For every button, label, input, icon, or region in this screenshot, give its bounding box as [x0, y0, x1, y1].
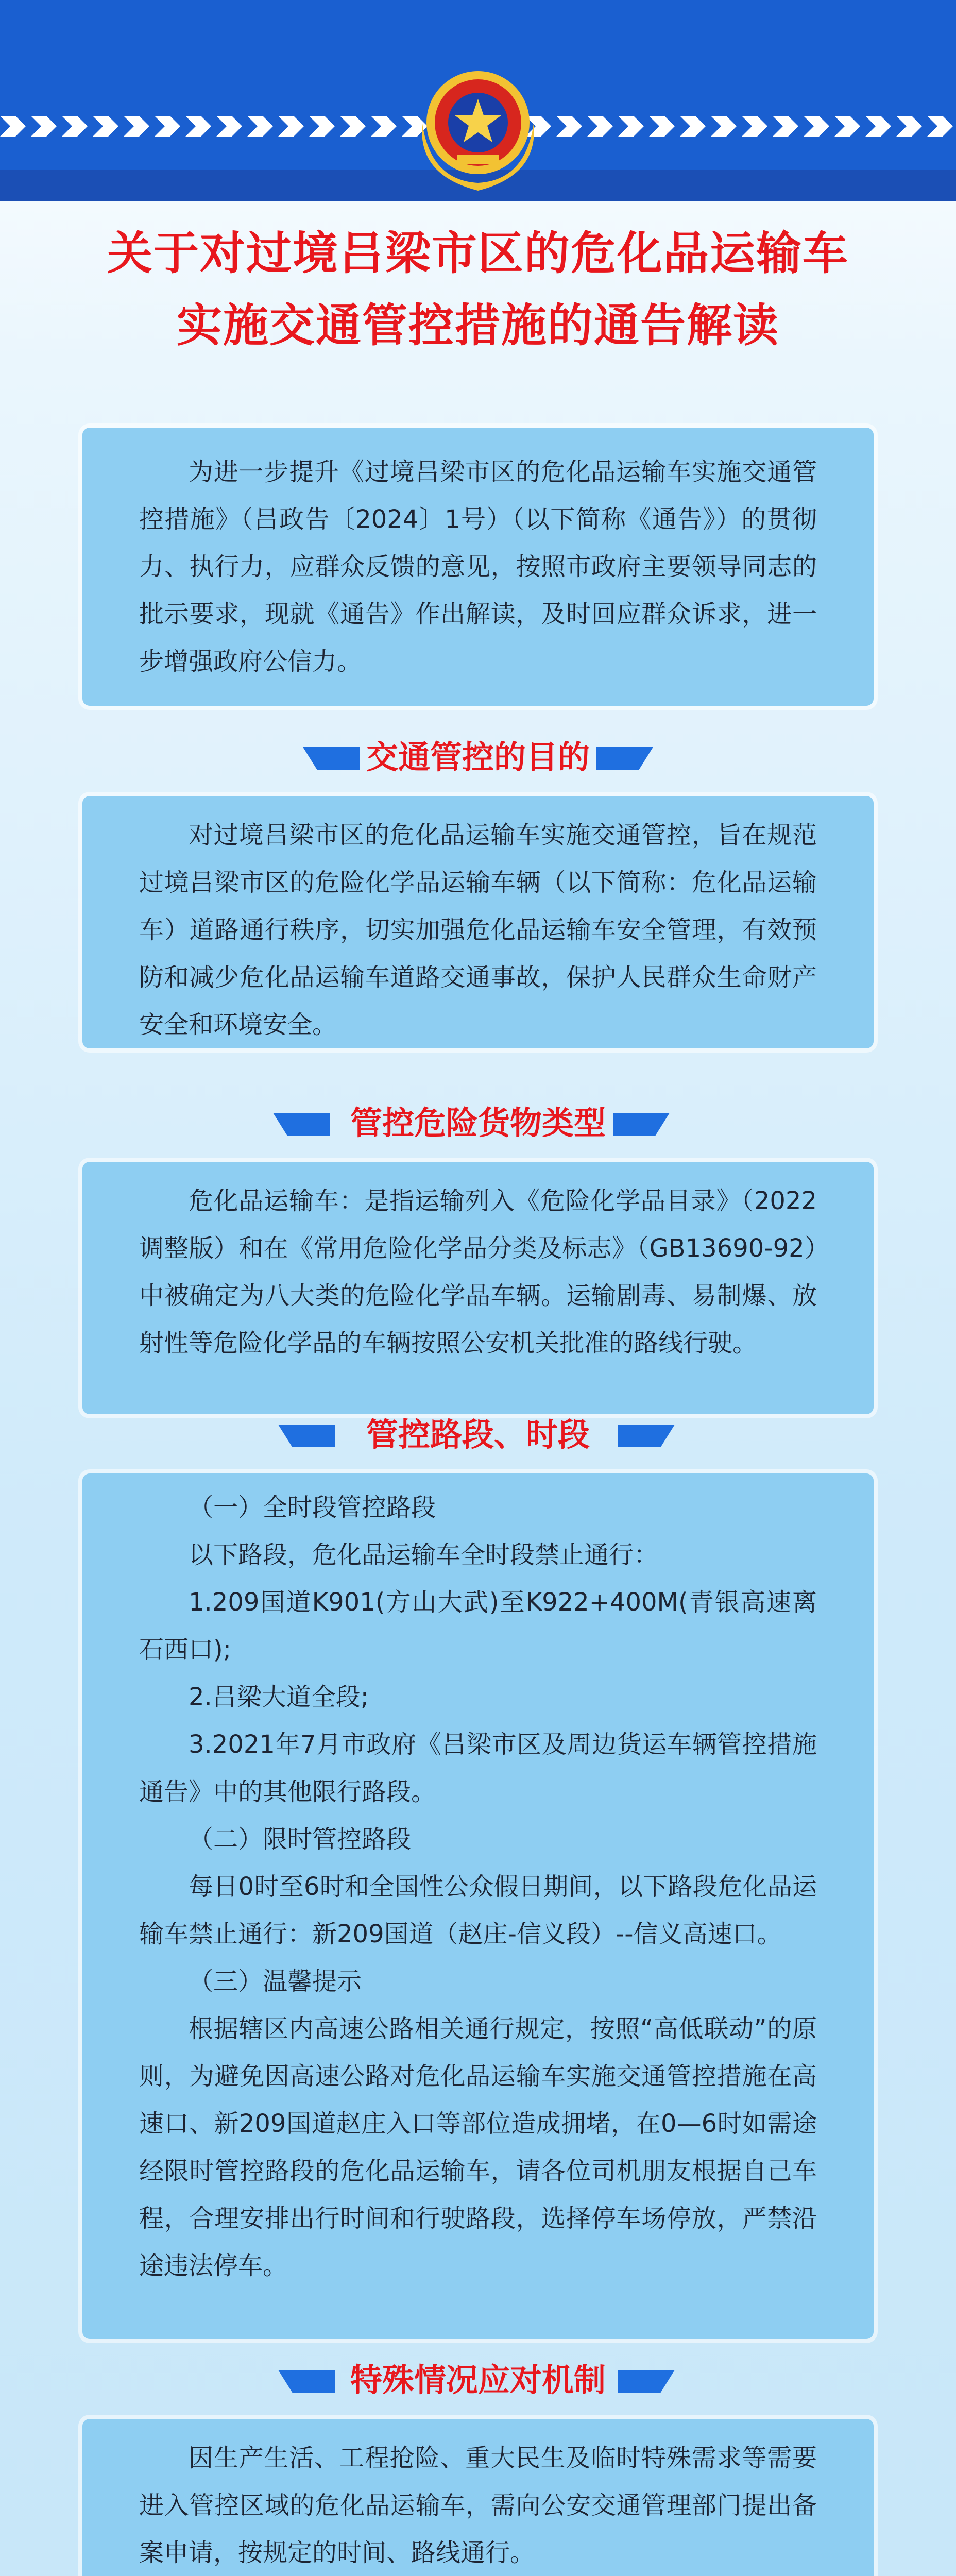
section-2-heading: 管控危险货物类型	[0, 1097, 956, 1149]
police-emblem-icon	[407, 62, 549, 196]
section-1-heading: 交通管控的目的	[0, 732, 956, 783]
header-banner	[0, 0, 956, 201]
tips-text: 根据辖区内高速公路相关通行规定，按照“高低联动”的原则，为避免因高速公路对危化品运输车实施交通管控措施在高速口、新209国道赵庄入口等部位造成拥堵，在0—6时如需途经限时管控路段的危化品运输车，请各位司机朋友根据自己车程，合理安排出行时间和行驶路段，选择停车场停放，严禁沿途违法停车。	[139, 2014, 817, 2280]
list-item: 3.2021年7月市政府《吕梁市区及周边货运车辆管控措施通告》中的其他限行路段。	[139, 1730, 817, 1806]
section-4-panel	[82, 2419, 874, 2576]
page-title-line2: 实施交通管控措施的通告解读	[176, 299, 779, 352]
page-title-line1: 关于对过境吕梁市区的危化品运输车	[107, 227, 849, 280]
intro-text: 为进一步提升《过境吕梁市区的危化品运输车实施交通管控措施》（吕政告〔2024〕1号）（以下简称《通告》）的贯彻力、执行力，应群众反馈的意见，按照市政府主要领导同志的批示要求，现就《通告》作出解读，及时回应群众诉求，进一步增强政府公信力。	[139, 457, 817, 676]
section-3-heading: 管控路段、时段	[0, 1409, 956, 1461]
section-1-text: 对过境吕梁市区的危化品运输车实施交通管控，旨在规范过境吕梁市区的危险化学品运输车辆（以下简称：危化品运输车）道路通行秩序，切实加强危化品运输车安全管理，有效预防和减少危化品运输车道路交通事故，保护人民群众生命财产安全和环境安全。	[139, 821, 817, 1039]
section-3-panel	[82, 1473, 874, 2339]
list-item: 2.吕梁大道全段;	[189, 1683, 369, 1711]
section-4-heading: 特殊情况应对机制	[0, 2354, 956, 2406]
subheading-full-time: （一）全时段管控路段	[189, 1493, 436, 1522]
section-1-panel	[82, 796, 874, 1048]
subheading-time-limited: （二）限时管控路段	[189, 1825, 412, 1854]
intro-panel	[82, 428, 874, 706]
section-4-text: 因生产生活、工程抢险、重大民生及临时特殊需求等需要进入管控区域的危化品运输车，需向公安交通管理部门提出备案申请，按规定的时间、路线通行。	[139, 2444, 817, 2567]
section-2-text: 危化品运输车：是指运输列入《危险化学品目录》（2022调整版）和在《常用危险化学品分类及标志》（GB13690-92）中被确定为八大类的危险化学品车辆。运输剧毒、易制爆、放射性等危险化学品的车辆按照公安机关批准的路线行驶。	[139, 1187, 817, 1358]
subheading-tips: （三）温馨提示	[189, 1967, 362, 1996]
time-limited-text: 每日0时至6时和全国性公众假日期间，以下路段危化品运输车禁止通行：新209国道（赵庄-信义段）--信义高速口。	[139, 1872, 817, 1948]
list-item: 1.209国道K901(方山大武)至K922+400M(青银高速离石西口);	[139, 1588, 817, 1664]
full-time-lead: 以下路段，危化品运输车全时段禁止通行：	[189, 1540, 659, 1569]
section-2-panel	[82, 1162, 874, 1414]
